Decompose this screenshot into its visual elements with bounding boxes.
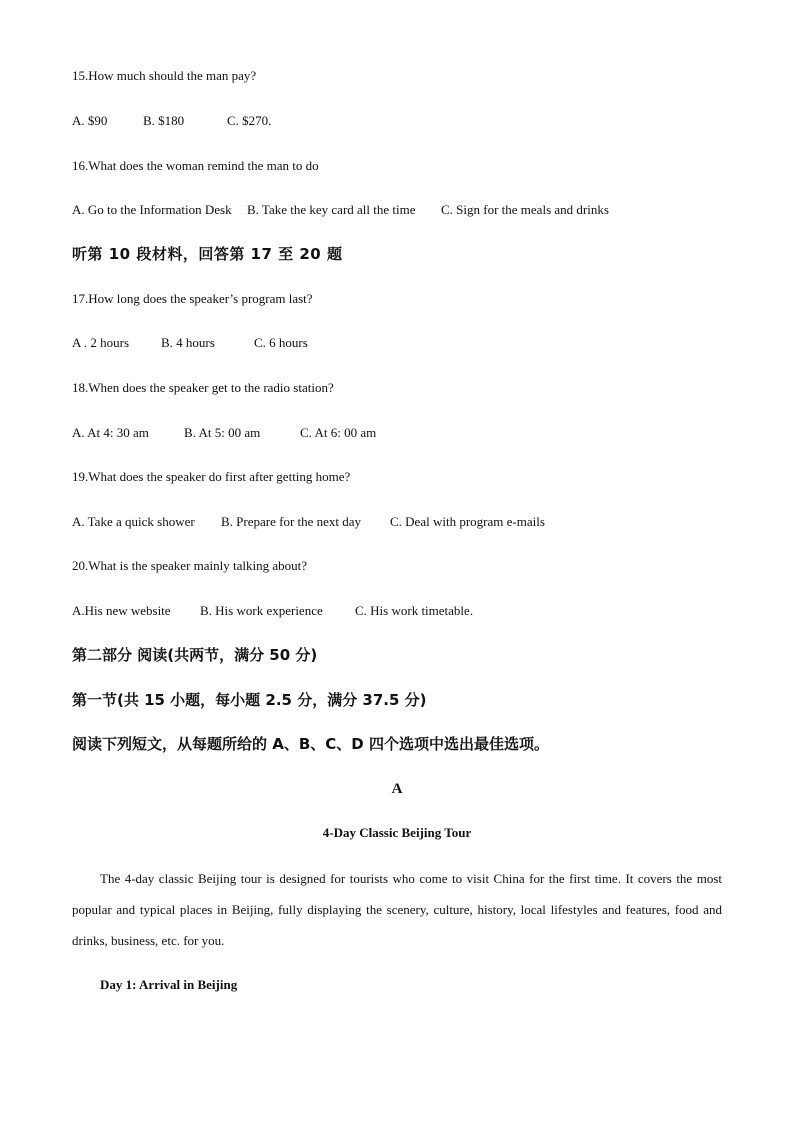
option-c: C. His work timetable. [355,603,474,618]
option-a: A. Take a quick shower [72,514,195,529]
question-19-options [72,514,545,530]
passage-letter: A [391,781,403,797]
question-16-options [72,202,609,218]
option-a: A. Go to the Information Desk [72,202,232,217]
option-c: C. $270. [227,113,272,128]
question-20-options [72,603,473,619]
day-1-title: Day 1: Arrival in Beijing [100,977,238,992]
passage-title: 4-Day Classic Beijing Tour [322,825,472,840]
question-17-options [72,335,308,351]
question-19-stem: 19.What does the speaker do first after getting home? [72,469,351,484]
reading-instructions: 阅读下列短文，从每题所给的 A、B、C、D 四个选项中选出最佳选项。 [72,735,549,753]
section-1-title: 第一节(共 15 小题，每小题 2.5 分，满分 37.5 分) [72,691,427,709]
option-c: C. 6 hours [254,335,308,350]
part-2-title: 第二部分 阅读(共两节，满分 50 分) [72,646,318,664]
option-a: A . 2 hours [72,335,130,350]
option-b: B. Prepare for the next day [221,514,362,529]
option-b: B. At 5: 00 am [184,425,261,440]
option-c: C. Deal with program e-mails [390,514,545,529]
option-a: A.His new website [72,603,171,618]
question-16-stem: 16.What does the woman remind the man to do [72,158,319,173]
option-b: B. $180 [143,113,185,128]
option-a: A. At 4: 30 am [72,425,149,440]
section-header-material-10: 听第 10 段材料，回答第 17 至 20 题 [72,245,343,263]
question-15-options [72,113,271,129]
option-b: B. His work experience [200,603,323,618]
passage-paragraph: The 4-day classic Beijing tour is designed for tourists who come to visit China for the first time. It covers the most popular and typical places in Beijing, fully displaying the scenery, culture, history, local lifestyles and features, food and drinks, business, etc. for you. [72,871,722,948]
option-c: C. Sign for the meals and drinks [441,202,609,217]
question-20-stem: 20.What is the speaker mainly talking about? [72,558,308,573]
question-17-stem: 17.How long does the speaker’s program last? [72,291,313,306]
question-18-stem: 18.When does the speaker get to the radio station? [72,380,334,395]
option-b: B. 4 hours [161,335,215,350]
option-c: C. At 6: 00 am [300,425,377,440]
question-15-stem: 15.How much should the man pay? [72,68,257,83]
option-b: B. Take the key card all the time [247,202,416,217]
question-18-options [72,425,376,441]
option-a: A. $90 [72,113,108,128]
